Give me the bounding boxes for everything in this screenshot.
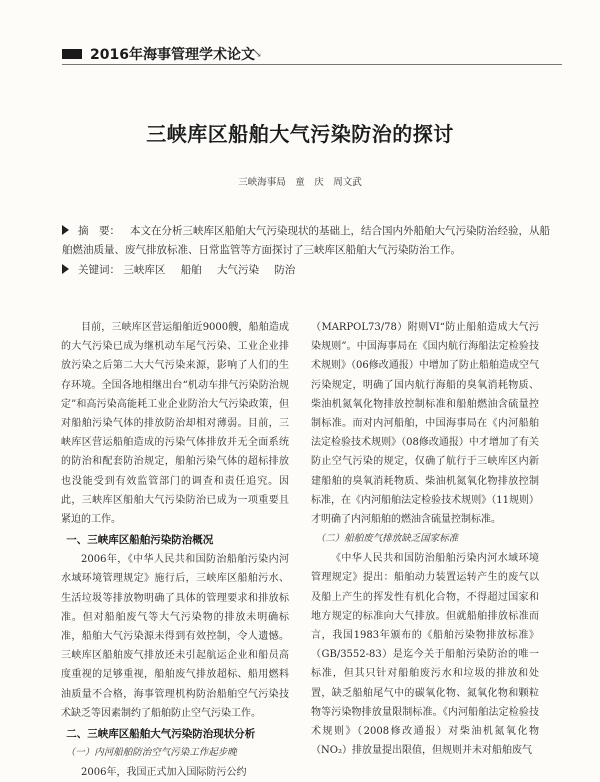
keyword: 大气污染: [217, 264, 260, 276]
keyword: 防治: [274, 264, 296, 276]
body-paragraph: 2006年，我国正式加入国际防污公约: [81, 767, 247, 779]
abstract: [62, 222, 550, 260]
body-column-left: [61, 318, 289, 782]
journal-title: 2016年海事管理学术论文: [90, 47, 255, 63]
running-header: [62, 44, 562, 64]
header-rule: [62, 64, 562, 65]
header-mark-icon: ↘: [252, 46, 263, 60]
abstract-label: 摘 要：: [78, 225, 120, 237]
body-paragraph: 《中华人民共和国防治船舶污染内河水域环境管理规定》提出：船舶动力装置运转产生的废气以及船上产生的挥发性有机化合物，不得超过国家和地方规定的标准向大气排放。但就船舶排放标准而言，我国1983年颁布的《船舶污染物排放标准》（GB/3552-83）是迄今关于船舶污染防治的唯一标准，但其只针对船舶废污水和垃圾的排放和处置，缺乏船舶尾气中的碳氧化物、氮氧化物和颗粒物等污染物排放量限制标准。《内河船舶法定检验技术规则》（2008修改通报）对柴油机氮氧化物（NO₂）排放量提出限值，但规则并未对船舶废气: [311, 553, 539, 757]
body-paragraph: 目前，三峡库区营运船舶近9000艘，船舶造成的大气污染已成为继机动车尾气污染、工业企业排放污染之后第二大大气污染来源，影响了人们的生存环境。全国各地相继出台“机动车排气污染防治规定”和高污染高能耗工业企业防治大气污染政策，但对船舶污染气体的排放防治却相对薄弱。目前，三峡库区营运船舶造成的污染气体排放并无全面系统的防治和配套防治规定，船舶污染气体的超标排放也没能受到有效监管部门的调查和责任追究。因此，三峡库区船舶大气污染防治已成为一项重要且紧迫的工作。: [61, 322, 289, 526]
keyword: 船舶: [180, 264, 202, 276]
keywords: [62, 261, 550, 280]
section-heading: 二、三峡库区船舶大气污染防治现状分析: [66, 728, 256, 741]
subsection-heading: （一）内河船舶防治空气污染工作起步晚: [65, 747, 237, 759]
body-paragraph: 2006年，《中华人民共和国防治船舶污染内河水域环境管理规定》施行后，三峡库区船舶污水、生活垃圾等排放物明确了具体的管理要求和排放标准。但对船舶废气等大气污染物的排放未明确标准，船舶大气污染源未得到有效控制，令人遗憾。三峡库区船舶废气排放还未引起航运企业和船员高度重视的足够重视，船舶废气排放超标、船用燃料油质量不合格，海事管理机构防治船舶空气污染技术缺乏等因素制约了船舶防止空气污染工作。: [61, 554, 289, 719]
body-paragraph: （MARPOL73/78）附则VI“防止船舶造成大气污染规则”。中国海事局在《国内航行海船法定检验技术规则》（06修改通报）中增加了防止船舶造成空气污染规定，明确了国内航行海船的臭氧消耗物质、柴油机氮氧化物排放控制标准和船舶燃油含硫量控制标准。而对内河船舶，中国海事局在《内河船舶法定检验技术规则》（08修改通报）中才增加了有关防止空气污染的规定，仅确了航行于三峡库区内新建船舶的臭氧消耗物质、柴油机氮氧化物排放控制标准，在《内河船舶法定检验技术规则》（11规则）才明确了内河船舶的燃油含硫量控制标准。: [311, 322, 539, 526]
abstract-text: 本文在分析三峡库区船舶大气污染现状的基础上，结合国内外船舶大气污染防治经验，从船舶燃油质量、废气排放标准、日常监管等方面探讨了三峡库区船舶大气污染防治工作。: [62, 225, 550, 256]
triangle-bullet-icon: [62, 225, 69, 235]
keywords-label: 关键词：: [78, 264, 120, 276]
article-title: 三峡库区船舶大气污染防治的探讨: [146, 122, 454, 146]
header-bar-icon: [62, 49, 82, 59]
keyword: 三峡库区: [123, 264, 166, 276]
body-column-right: [311, 318, 539, 760]
triangle-bullet-icon: [62, 264, 69, 274]
section-heading: 一、三峡库区船舶污染防治概况: [66, 534, 214, 547]
article-authors: 三峡海事局 童 庆 周文武: [238, 177, 362, 188]
subsection-heading: （二）船舶废气排放缺乏国家标准: [315, 533, 459, 545]
